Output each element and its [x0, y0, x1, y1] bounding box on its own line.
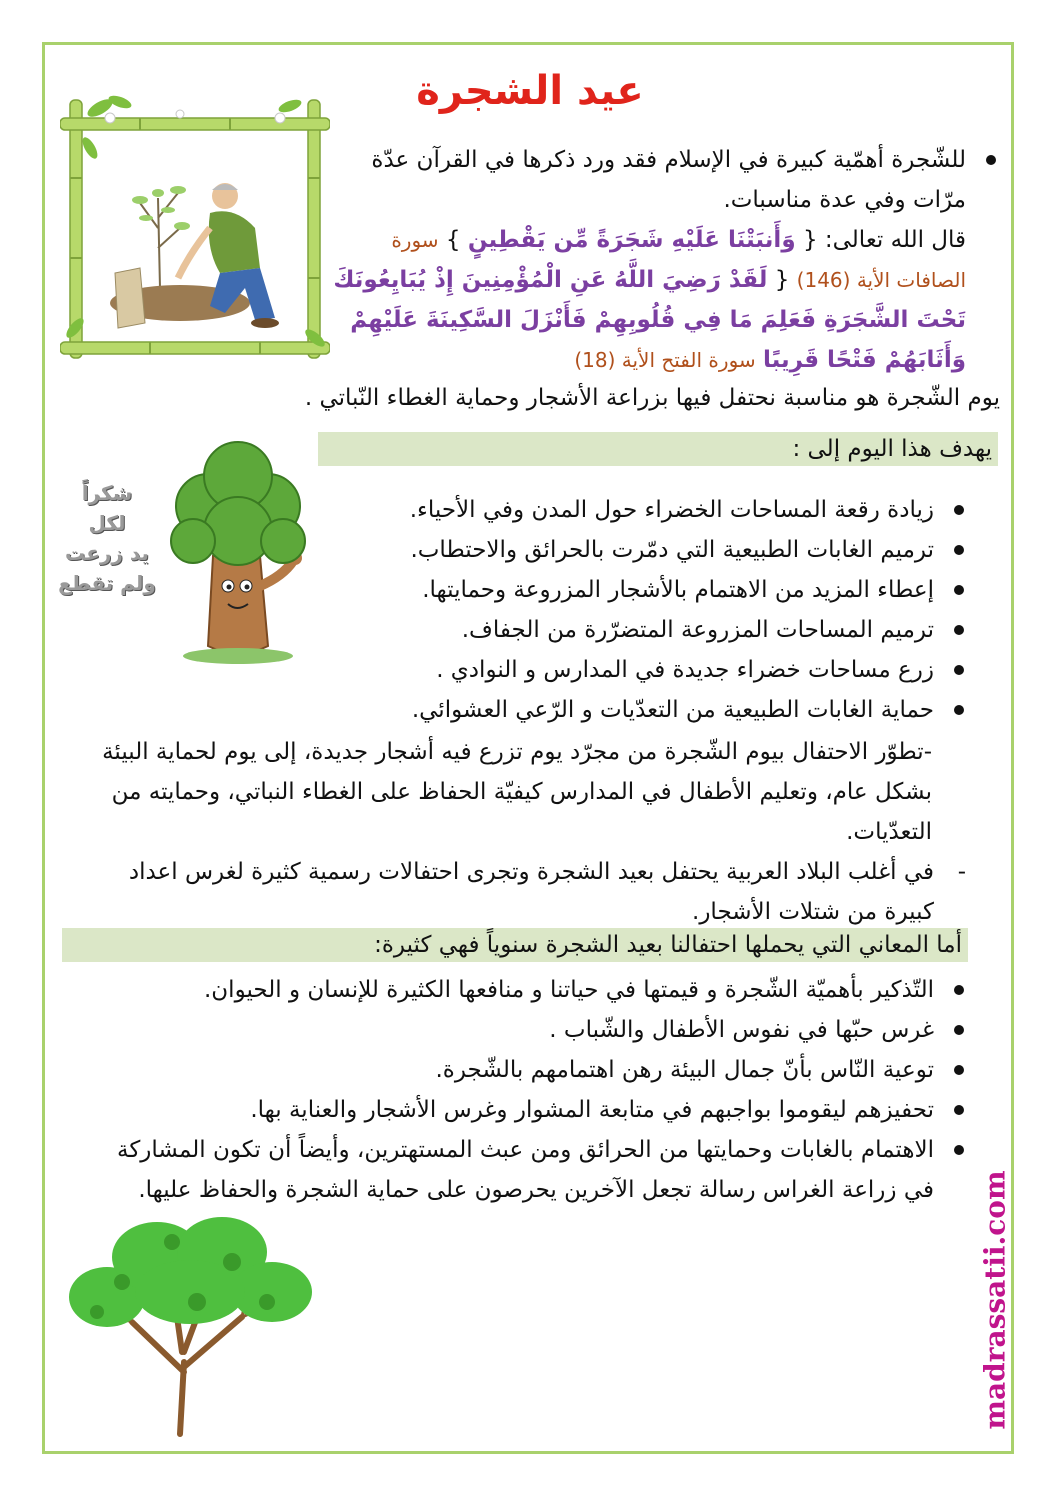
- list-item: - في أغلب البلاد العربية يحتفل بعيد الشجرة وتجرى احتفالات رسمية كثيرة لغرس اعداد كبيرة من شتلات الأشجار.: [90, 852, 968, 932]
- smiling-tree-illustration: [168, 436, 308, 676]
- evolution-paragraph: -تطوّر الاحتفال بيوم الشّجرة من مجرّد يوم تزرع فيه أشجار جديدة، إلى يوم لحماية البيئة بشكل عام، وتعليم الأطفال في المدارس كيفيّة الحفاظ على الغطاء النباتي، وحمايته من التعدّيات.: [102, 739, 932, 845]
- green-tree-illustration: [62, 1202, 320, 1438]
- intro-line-1: للشّجرة أهمّية كبيرة في الإسلام فقد ورد ذكرها في القرآن عدّة: [371, 147, 966, 173]
- meanings-heading: أما المعاني التي يحملها احتفالنا بعيد الشجرة سنوياً فهي كثيرة:: [62, 928, 968, 962]
- list-item: غرس حبّها في نفوس الأطفال والشّباب .: [110, 1010, 968, 1050]
- planting-illustration: [60, 78, 330, 368]
- thanks-sign: [52, 478, 162, 598]
- arab-countries-paragraph: [90, 852, 968, 932]
- quote-prefix: قال الله تعالى: {: [802, 227, 966, 253]
- verse-2: لَقَدْ رَضِيَ اللَّهُ عَنِ الْمُؤْمِنِينَ إِذْ يُبَايِعُونَكَ تَحْتَ الشَّجَرَةِ فَعَلِمَ مَا فِي قُلُوبِهِمْ فَأَنْزَلَ السَّكِينَةَ عَلَيْهِمْ وَأَثَابَهُمْ فَتْحًا قَرِيبًا: [333, 267, 966, 373]
- thanks-line-4: ولم تقطع: [58, 571, 156, 595]
- meanings-list: [110, 970, 968, 1210]
- verse-1-reference: سورة الصافات الأية (146): [391, 228, 966, 292]
- verse-1-close: }: [445, 227, 461, 253]
- list-item: توعية النّاس بأنّ جمال البيئة رهن اهتمامهم بالشّجرة.: [110, 1050, 968, 1090]
- list-item: إعطاء المزيد من الاهتمام بالأشجار المزروعة وحمايتها.: [318, 570, 968, 610]
- list-item: الاهتمام بالغابات وحمايتها من الحرائق ومن عبث المستهترين، وأيضاً أن تكون المشاركة في زراعة الغراس رسالة تجعل الآخرين يحرصون على حماية الشجرة والحفاظ عليها.: [110, 1130, 968, 1210]
- list-item: زيادة رقعة المساحات الخضراء حول المدن وفي الأحياء.: [318, 490, 968, 530]
- goals-list: [318, 490, 968, 730]
- page-title: عيد الشجرة: [416, 68, 644, 114]
- thanks-line-2: لكل: [88, 511, 126, 535]
- thanks-line-3: يد زرعت: [65, 541, 149, 565]
- list-item: ترميم المساحات المزروعة المتضرّرة من الجفاف.: [318, 610, 968, 650]
- list-item: حماية الغابات الطبيعية من التعدّيات و الرّعي العشوائي.: [318, 690, 968, 730]
- watermark-text: madrassatii.com: [978, 1170, 1012, 1430]
- list-item: زرع مساحات خضراء جديدة في المدارس و النوادي .: [318, 650, 968, 690]
- intro-bullet: [318, 140, 1000, 380]
- goals-heading: يهدف هذا اليوم إلى :: [318, 432, 998, 466]
- watermark: [975, 1150, 1015, 1450]
- list-item: ترميم الغابات الطبيعية التي دمّرت بالحرائق والاحتطاب.: [318, 530, 968, 570]
- tree-day-definition: يوم الشّجرة هو مناسبة نحتفل فيها بزراعة الأشجار وحماية الغطاء النّباتي .: [304, 385, 1000, 411]
- verse-2-open: {: [774, 267, 790, 293]
- thanks-line-1: شكراً: [81, 481, 133, 505]
- verse-1: وَأَنبَتْنَا عَلَيْهِ شَجَرَةً مِّن يَقْطِينٍ: [467, 227, 796, 253]
- intro-paragraph: [318, 140, 1000, 380]
- list-item: تحفيزهم ليقوموا بواجبهم في متابعة المشوار وغرس الأشجار والعناية بها.: [110, 1090, 968, 1130]
- intro-line-2: مرّات وفي عدة مناسبات.: [723, 187, 966, 213]
- list-item: التّذكير بأهميّة الشّجرة و قيمتها في حياتنا و منافعها الكثيرة للإنسان و الحيوان.: [110, 970, 968, 1010]
- verse-2-reference: سورة الفتح الأية (18): [574, 348, 756, 372]
